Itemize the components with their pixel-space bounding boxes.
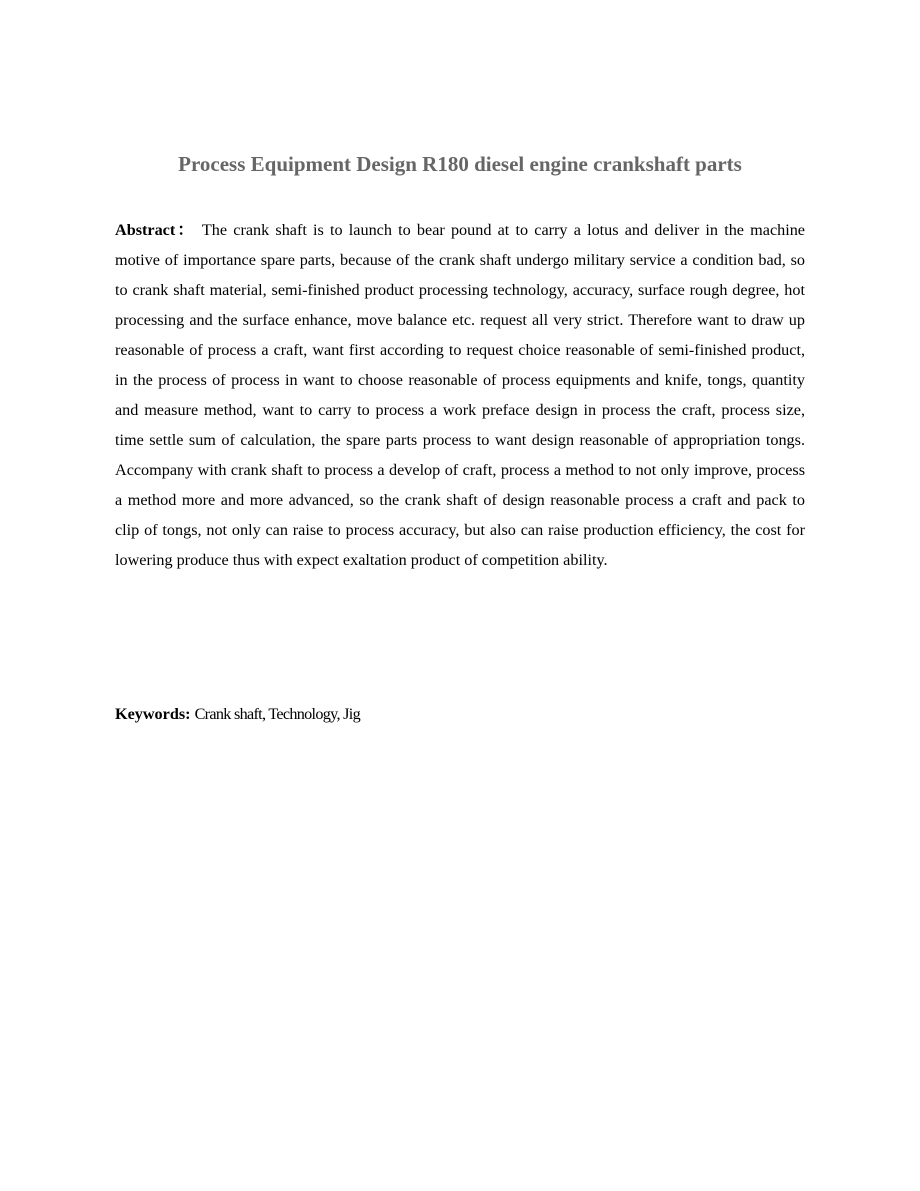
abstract-text: The crank shaft is to launch to bear pound at to carry a lotus and deliver in the machine motive of importance spare parts, because of the crank shaft undergo military service a condition bad, so to crank shaft material, semi-finished product processing technology, accuracy, surface rough degree, hot processing and the surface enhance, move balance etc. request all very strict. Therefore want to draw up reasonable of process a craft, want first according to request choice reasonable of semi-finished product, in the process of process in want to choose reasonable of process equipments and knife, tongs, quantity and measure method, want to carry to process a work preface design in process the craft, process size, time settle sum of calculation, the spare parts process to want design reasonable of appropriation tongs. Accompany with crank shaft to process a develop of craft, process a method to not only improve, process a method more and more advanced, so the crank shaft of design reasonable process a craft and pack to clip of tongs, not only can raise to process accuracy, but also can raise production efficiency, the cost for lowering produce thus with expect exaltation product of competition ability. xyxy=(115,221,805,569)
document-title: Process Equipment Design R180 diesel engine crankshaft parts xyxy=(178,152,742,176)
keywords-line xyxy=(115,699,805,729)
abstract-label: Abstract： xyxy=(115,221,196,239)
keywords-label: Keywords: xyxy=(115,705,191,723)
abstract-paragraph xyxy=(115,215,805,575)
keywords-text: Crank shaft, Technology, Jig xyxy=(194,705,360,723)
